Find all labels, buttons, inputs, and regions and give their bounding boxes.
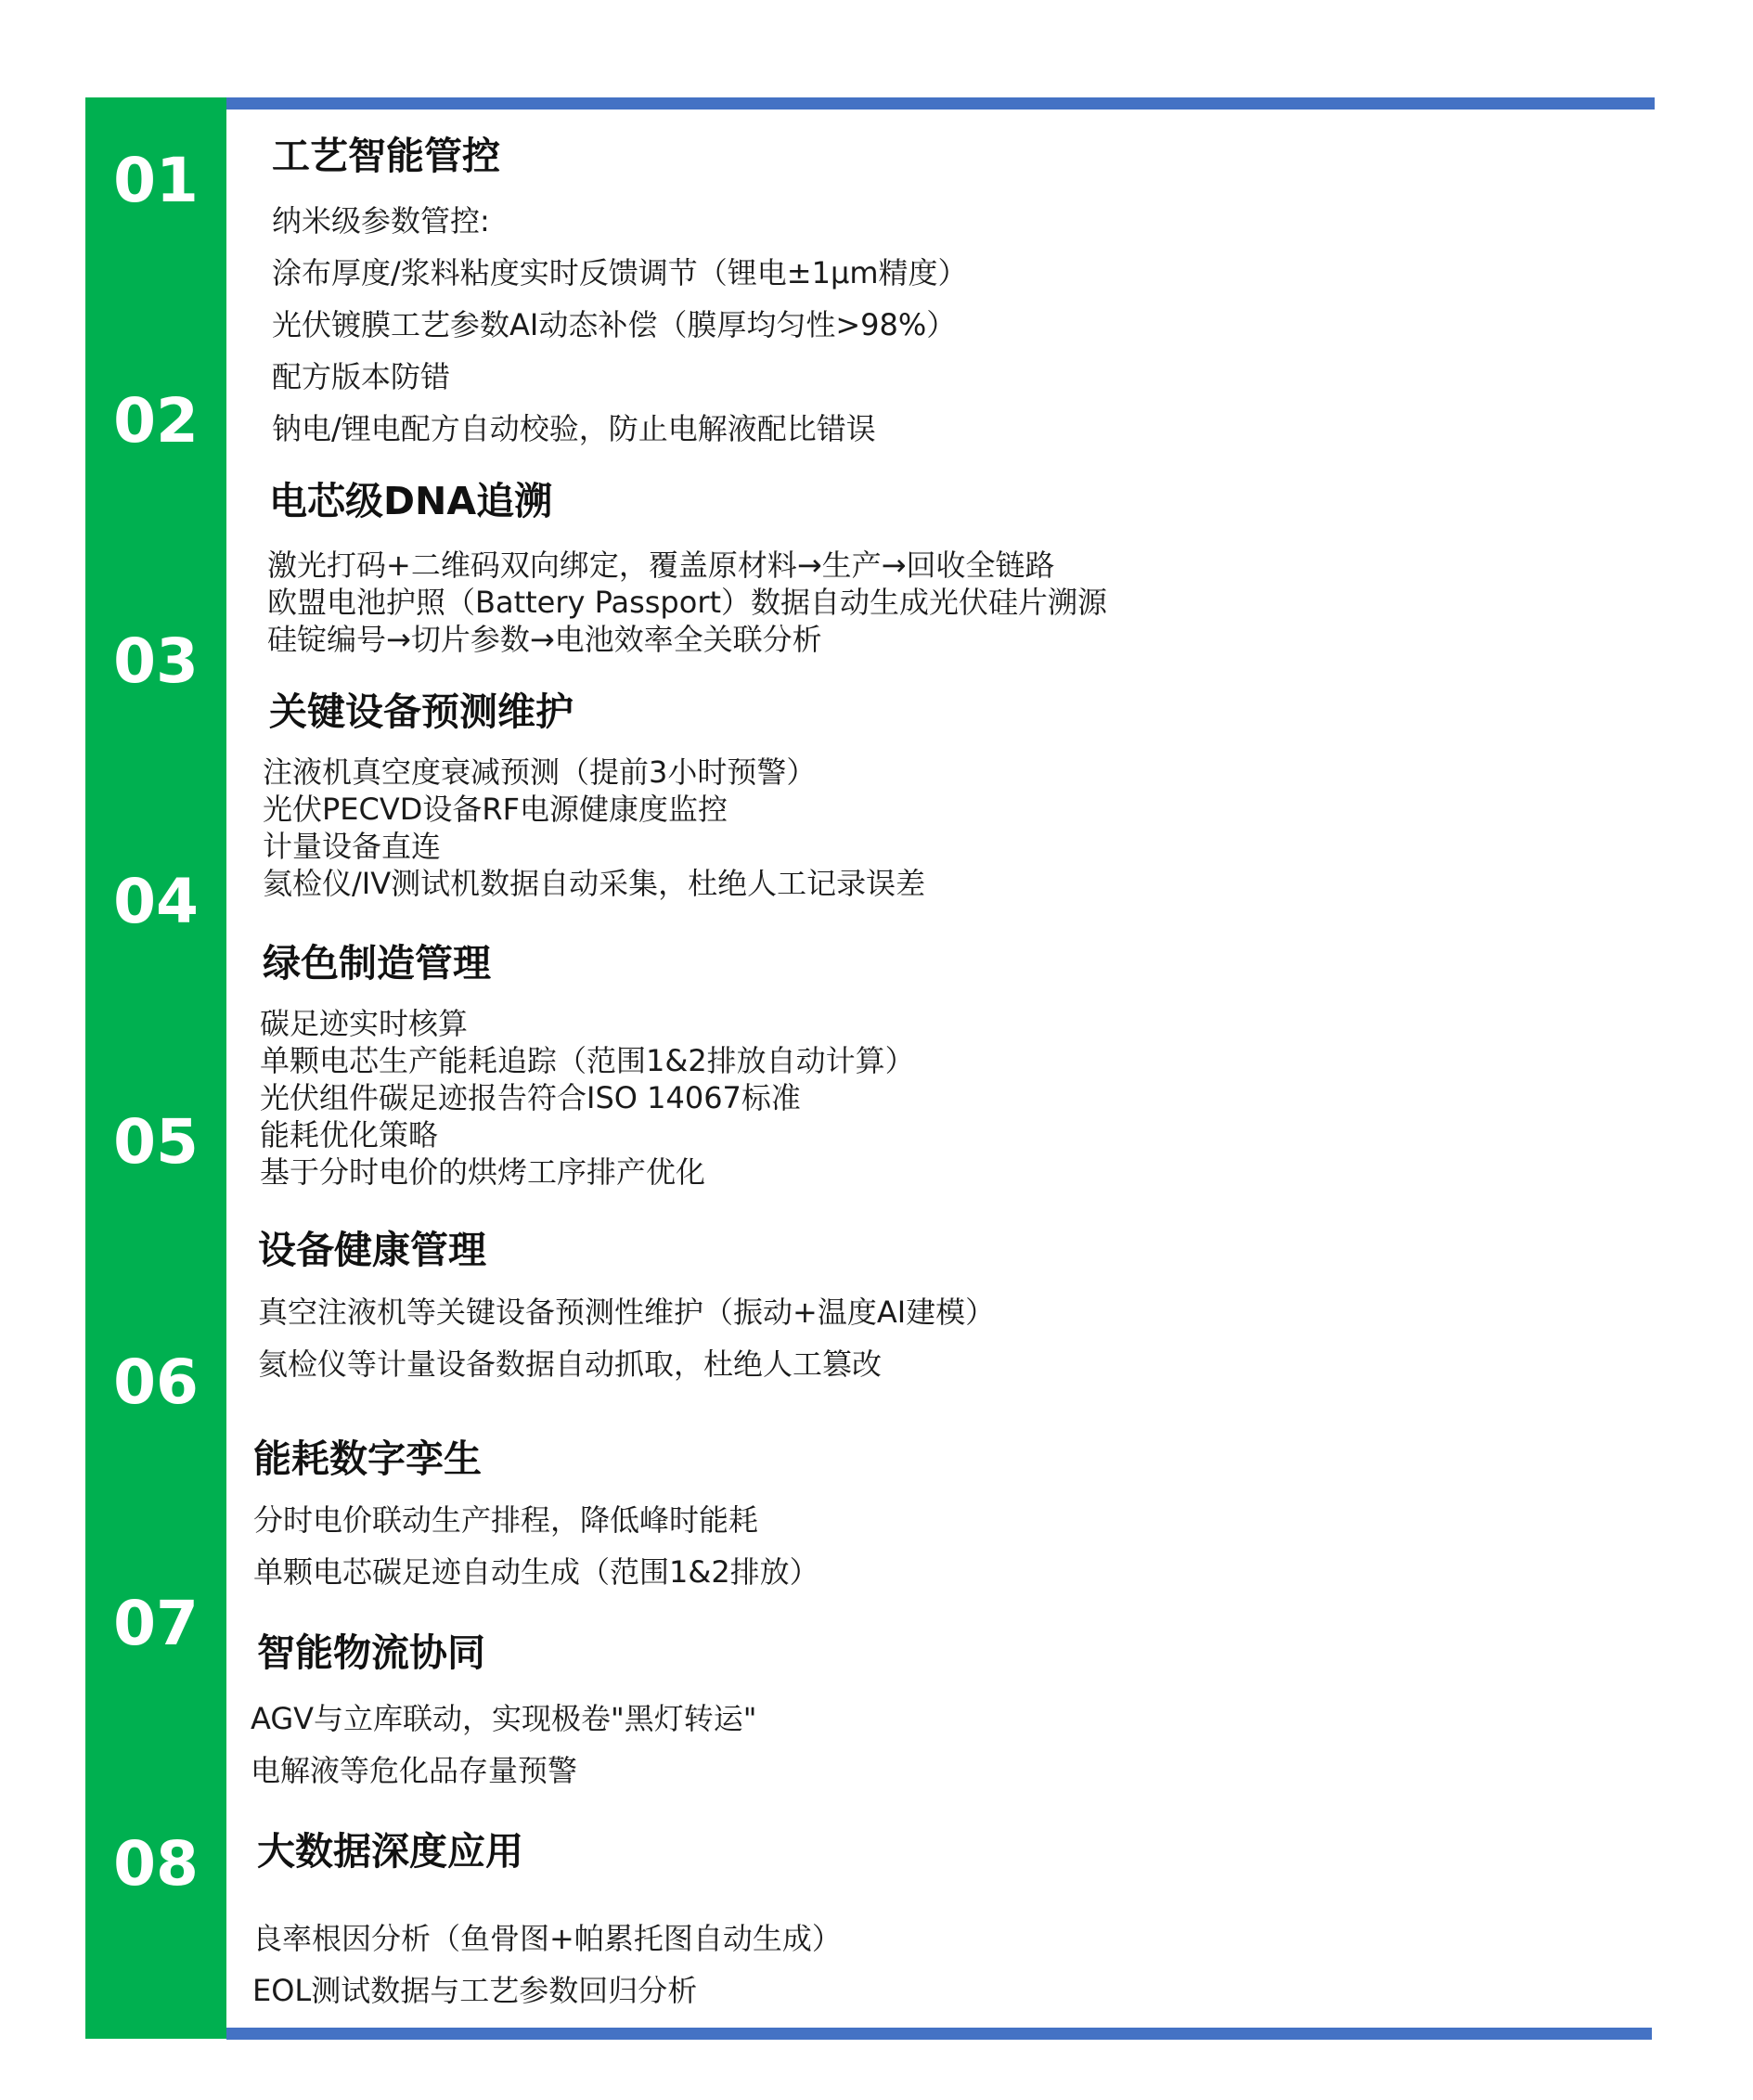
section-1-line-2: 涂布厚度/浆料粘度实时反馈调节（锂电±1μm精度） [272, 255, 968, 290]
section-1-line-1: 纳米级参数管控: [272, 203, 490, 238]
section-6-line-1: 分时电价联动生产排程，降低峰时能耗 [253, 1502, 759, 1538]
section-1-line-4: 配方版本防错 [272, 359, 451, 394]
section-3-line-3: 计量设备直连 [263, 829, 442, 864]
top-divider [226, 97, 1655, 110]
section-number-05: 05 [113, 1106, 199, 1178]
section-4-line-3: 光伏组件碳足迹报告符合ISO 14067标准 [260, 1080, 801, 1115]
section-3-line-1: 注液机真空度衰减预测（提前3小时预警） [263, 754, 817, 790]
section-4-line-5: 基于分时电价的烘烤工序排产优化 [260, 1154, 706, 1190]
section-title-equipment-health: 设备健康管理 [258, 1228, 486, 1272]
section-number-07: 07 [113, 1588, 199, 1659]
section-4-line-1: 碳足迹实时核算 [260, 1006, 469, 1041]
section-2-line-3: 硅锭编号→切片参数→电池效率全关联分析 [267, 622, 822, 657]
section-5-line-2: 氦检仪等计量设备数据自动抓取，杜绝人工篡改 [258, 1346, 883, 1382]
section-8-line-1: 良率根因分析（鱼骨图+帕累托图自动生成） [252, 1921, 842, 1956]
section-4-line-2: 单颗电芯生产能耗追踪（范围1&2排放自动计算） [260, 1043, 915, 1078]
section-title-cell-dna-trace: 电芯级DNA追溯 [269, 479, 553, 523]
section-number-02: 02 [113, 385, 199, 457]
section-2-line-1: 激光打码+二维码双向绑定，覆盖原材料→生产→回收全链路 [267, 548, 1055, 583]
section-title-predictive-maintenance: 关键设备预测维护 [269, 689, 574, 734]
section-title-energy-digital-twin: 能耗数字孪生 [253, 1437, 482, 1481]
section-7-line-2: 电解液等危化品存量预警 [251, 1753, 578, 1788]
section-number-01: 01 [113, 145, 199, 216]
section-1-line-3: 光伏镀膜工艺参数AI动态补偿（膜厚均匀性>98%） [272, 307, 957, 342]
section-title-process-control: 工艺智能管控 [272, 134, 500, 178]
section-number-06: 06 [113, 1346, 199, 1418]
section-3-line-2: 光伏PECVD设备RF电源健康度监控 [263, 792, 728, 827]
section-number-04: 04 [113, 866, 199, 937]
section-4-line-4: 能耗优化策略 [260, 1117, 439, 1153]
bottom-divider [226, 2028, 1652, 2040]
section-number-03: 03 [113, 625, 199, 697]
section-title-big-data: 大数据深度应用 [257, 1829, 523, 1874]
section-title-green-manufacturing: 绿色制造管理 [263, 941, 491, 986]
section-5-line-1: 真空注液机等关键设备预测性维护（振动+温度AI建模） [258, 1295, 996, 1330]
section-6-line-2: 单颗电芯碳足迹自动生成（范围1&2排放） [253, 1554, 819, 1590]
section-2-line-2: 欧盟电池护照（Battery Passport）数据自动生成光伏硅片溯源 [267, 585, 1108, 620]
section-8-line-2: EOL测试数据与工艺参数回归分析 [252, 1973, 698, 2008]
section-number-08: 08 [113, 1828, 199, 1900]
section-title-logistics: 智能物流协同 [257, 1630, 485, 1675]
section-3-line-4: 氦检仪/IV测试机数据自动采集，杜绝人工记录误差 [263, 866, 926, 901]
section-7-line-1: AGV与立库联动，实现极卷"黑灯转运" [251, 1701, 757, 1736]
section-1-line-5: 钠电/锂电配方自动校验，防止电解液配比错误 [272, 411, 876, 446]
